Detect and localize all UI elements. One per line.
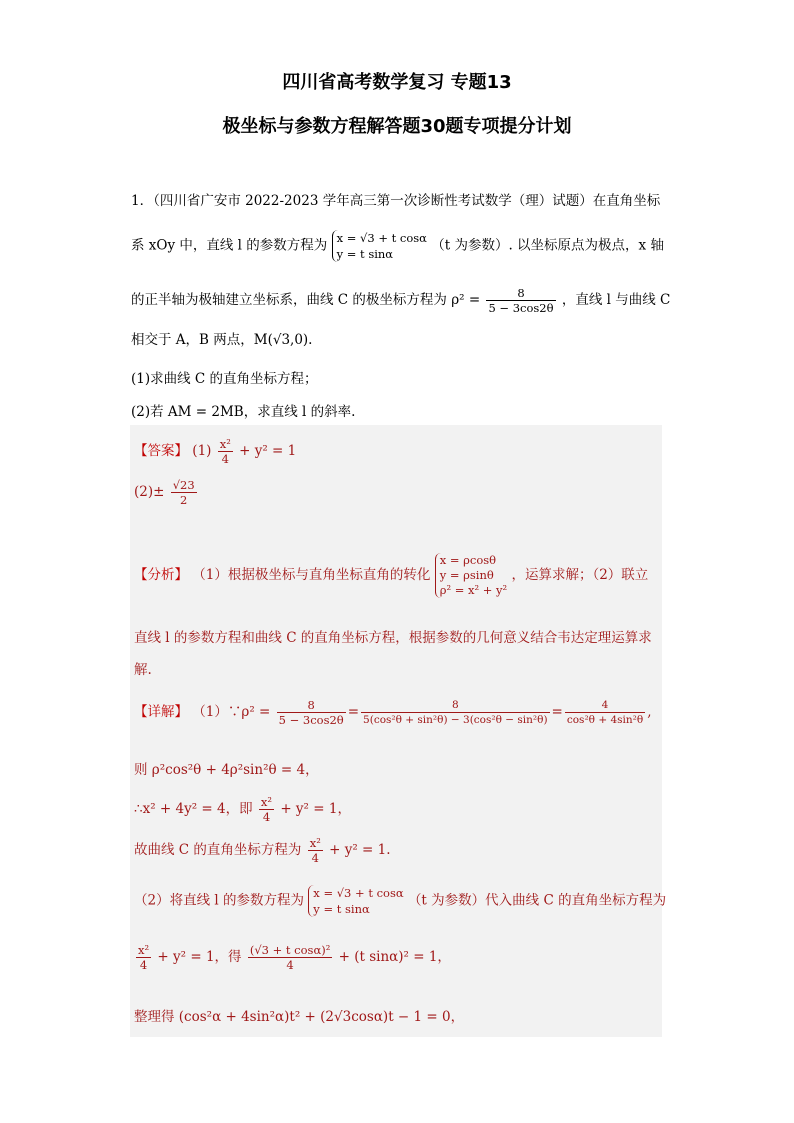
detail-line-5 [134, 885, 666, 917]
detail-line-1: 【详解】 （1）∵ρ² = $\frac{8}{5 - 3\cos 2\theta}$ = $\frac{8}{\text{5(cos²θ + sin²θ) − 3(cos²θ − sin²θ)}}$ = $\frac{4}{\text{cos²θ + 4sin²θ}}$ , [134, 698, 652, 727]
fraction [486, 286, 555, 315]
text: （t 为参数）代入曲线 C 的直角坐标方程为 [407, 892, 667, 909]
fraction [218, 437, 233, 466]
fraction [361, 698, 550, 727]
analysis-line-1 [134, 553, 648, 598]
text: 系 xOy 中，直线 l 的参数方程为 [131, 237, 328, 254]
text: ，直线 l 与曲线 C [561, 292, 671, 308]
denominator: 5 − 3cos2θ [278, 713, 344, 727]
denominator: 5 − 3cos2θ [488, 301, 554, 315]
answer-line-2 [134, 478, 199, 507]
conversion-system [435, 553, 507, 598]
parametric-system [332, 230, 427, 262]
denominator: 5(cos²θ + sin²θ) − 3(cos²θ − sin²θ) [363, 714, 548, 726]
text: + y² = 1， [280, 801, 351, 817]
question-part-2: (2)若 AM = 2MB，求直线 l 的斜率. [131, 404, 356, 420]
numerator: x² [138, 943, 150, 957]
numerator: x² [219, 437, 231, 451]
text: （1）∵ρ² = [192, 704, 271, 720]
numerator: 4 [565, 698, 645, 713]
denominator: 4 [221, 452, 229, 466]
detail-line-4 [134, 836, 391, 865]
detail-label: 【详解】 [134, 704, 188, 720]
question-line-4: 相交于 A，B 两点，M(√3,0). [131, 332, 313, 348]
question-part-1: (1)求曲线 C 的直角坐标方程； [131, 371, 318, 387]
detail-line-6 [134, 943, 451, 972]
fraction [308, 836, 323, 865]
answer-line-1 [134, 437, 296, 466]
denominator: 2 [180, 493, 188, 507]
numerator: 8 [361, 698, 550, 713]
title-line-2: 极坐标与参数方程解答题30题专项提分计划 [222, 116, 572, 137]
text: （2）将直线 l 的参数方程为 [134, 892, 304, 909]
numerator: x² [260, 795, 273, 809]
text: + y² = 1. [329, 842, 391, 858]
system-row: ρ² = x² + y² [439, 583, 508, 597]
text: (2)± [134, 484, 165, 500]
system-row: x = √3 + t cosα [313, 886, 404, 900]
title-line-1: 四川省高考数学复习 专题13 [282, 72, 512, 93]
text: (1) [192, 443, 212, 459]
numerator: 8 [277, 698, 346, 713]
analysis-line-3: 解. [134, 662, 152, 678]
denominator: cos²θ + 4sin²θ [566, 714, 644, 726]
denominator: 4 [311, 851, 319, 865]
denominator: 4 [139, 958, 148, 972]
system-row: x = ρcosθ [439, 553, 497, 567]
system-row: x = √3 + t cosα [336, 231, 427, 245]
text: （1）根据极坐标与直角坐标直角的转化 [192, 567, 431, 583]
numerator: 8 [486, 286, 555, 301]
system-row: y = t sinα [313, 902, 370, 916]
fraction [259, 795, 274, 824]
answer-label: 【答案】 [134, 443, 188, 459]
text: （t 为参数）. 以坐标原点为极点，x 轴 [431, 237, 664, 254]
detail-line-2: 则 ρ²cos²θ + 4ρ²sin²θ = 4， [134, 762, 319, 778]
denominator: 4 [286, 958, 294, 972]
fraction [136, 943, 151, 972]
system-row: y = t sinα [336, 247, 394, 261]
detail-line-7: 整理得 (cos²α + 4sin²α)t² + (2√3cosα)t − 1 = 0， [134, 1009, 465, 1025]
question-line-3 [131, 286, 670, 315]
question-line-1: 1．（四川省广安市 2022-2023 学年高三第一次诊断性考试数学（理）试题）在直角坐标 [131, 193, 661, 209]
text: 的正半轴为极轴建立坐标系，曲线 C 的极坐标方程为 ρ² = [131, 292, 481, 308]
detail-line-3 [134, 795, 351, 824]
text: ∴x² + 4y² = 4，即 [134, 801, 253, 817]
fraction [565, 698, 645, 727]
text: ，运算求解；（2）联立 [511, 567, 649, 583]
fraction [277, 698, 346, 727]
question-line-2 [131, 230, 664, 262]
numerator: √23 [172, 478, 195, 492]
numerator: (√3 + t cosα)² [249, 943, 331, 957]
text: + y² = 1 [239, 443, 297, 459]
system-row: y = ρsinθ [439, 568, 494, 582]
analysis-line-2: 直线 l 的参数方程和曲线 C 的直角坐标方程，根据参数的几何意义结合韦达定理运算求 [134, 630, 652, 646]
fraction [171, 478, 197, 507]
parametric-system [308, 885, 403, 917]
denominator: 4 [262, 810, 271, 824]
fraction [248, 943, 332, 972]
text: + y² = 1，得 [157, 949, 242, 965]
analysis-label: 【分析】 [134, 567, 188, 583]
text: + (t sinα)² = 1， [338, 949, 451, 965]
numerator: x² [309, 836, 321, 850]
text: 故曲线 C 的直角坐标方程为 [134, 842, 302, 858]
